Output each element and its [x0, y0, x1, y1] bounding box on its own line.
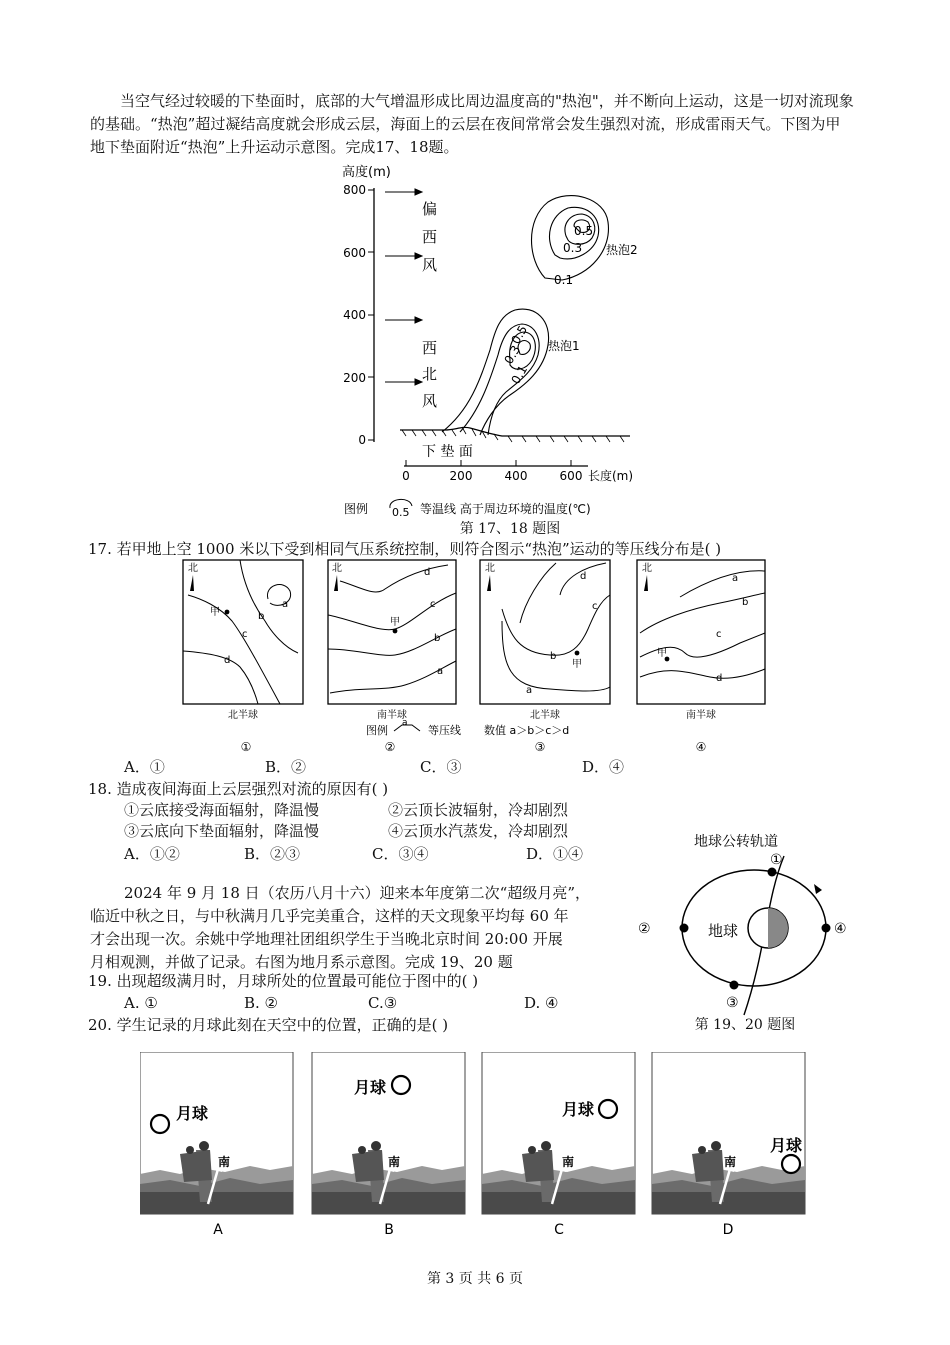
bubble2-label: 热泡2: [606, 243, 638, 257]
south-label-d: 南: [724, 1155, 737, 1169]
svg-text:甲: 甲: [657, 648, 667, 659]
passage2-line-1: 2024 年 9 月 18 日（农历八月十六）迎来本年度第二次“超级月亮”，: [124, 884, 590, 902]
q19-option-d: D. ④: [524, 994, 559, 1012]
fig1-caption: 第 17、18 题图: [459, 521, 561, 537]
earth-night-side: [768, 908, 788, 948]
north-arrow-icon: [190, 575, 194, 591]
passage2-line-3: 才会出现一次。余姚中学地理社团组织学生于当晚北京时间 20:00 开展: [90, 930, 563, 948]
q17-option-a: A．①: [124, 758, 165, 776]
svg-text:a: a: [437, 666, 444, 677]
photo-c: [482, 1052, 635, 1214]
svg-text:d: d: [716, 673, 723, 684]
legend-iso-value: 0.5: [392, 506, 410, 519]
orbit-caption: 第 19、20 题图: [694, 1017, 796, 1033]
wind-upper-3: 风: [422, 256, 438, 274]
moon-icon: [782, 1155, 800, 1173]
position-4-label: ④: [834, 921, 847, 937]
svg-text:b: b: [434, 633, 441, 644]
x-tick-200: 200: [449, 469, 473, 483]
svg-text:北: 北: [642, 563, 652, 574]
q18-option-a: A．①②: [124, 845, 180, 863]
moon-position-1: [768, 868, 777, 877]
q18-item-2: ②云顶长波辐射，冷却剧烈: [388, 801, 569, 819]
y-tick-400: 400: [343, 308, 366, 322]
svg-text:c: c: [592, 601, 598, 612]
svg-text:b: b: [258, 611, 265, 622]
orbit-title: 地球公转轨道: [694, 834, 778, 850]
moon-position-2: [680, 924, 689, 933]
photo-label-b: B: [384, 1222, 394, 1238]
q17-legend-value: 数值 a＞b＞c＞d: [484, 724, 570, 737]
svg-text:d: d: [424, 567, 431, 578]
photo-b: [312, 1052, 465, 1214]
north-label: 北: [188, 563, 198, 574]
photo-label-d: D: [722, 1222, 734, 1238]
svg-text:c: c: [716, 629, 722, 640]
position-3-label: ③: [726, 995, 739, 1011]
panel-1: [183, 560, 303, 704]
q20-photos: [140, 1052, 810, 1242]
q20-stem: 20. 学生记录的月球此刻在天空中的位置，正确的是( ): [88, 1016, 449, 1034]
q17-stem: 17. 若甲地上空 1000 米以下受到相同气压系统控制，则符合图示“热泡”运动的等压线分布是( ): [88, 540, 722, 558]
photo-d: [652, 1052, 805, 1214]
panel-3-number: ③: [534, 740, 546, 754]
moon-label-b: 月球: [354, 1078, 387, 1097]
q19-option-c: C.③: [368, 994, 398, 1012]
wind-lower-3: 风: [422, 392, 438, 410]
legend-prefix: 图例: [344, 502, 369, 516]
q17-option-c: C．③: [420, 758, 462, 776]
q18-stem: 18. 造成夜间海面上云层强烈对流的原因有( ): [88, 780, 389, 798]
ground-surface: [400, 427, 630, 436]
passage2-line-4: 月相观测，并做了记录。右图为地月系示意图。完成 19、20 题: [90, 953, 513, 971]
q18-option-c: C．③④: [372, 845, 429, 863]
moon-icon: [151, 1115, 169, 1133]
q17-legend-prefix: 图例: [366, 724, 388, 737]
bubble1-iso-0.5: 0.5: [508, 322, 531, 347]
svg-text:d: d: [224, 655, 231, 666]
page-footer: 第 3 页 共 6 页: [426, 1271, 524, 1287]
svg-text:b: b: [742, 597, 749, 608]
q17-option-d: D．④: [582, 758, 625, 776]
panel-2-number: ②: [384, 740, 396, 754]
panel-1-hemisphere: 北半球: [228, 710, 258, 721]
bubble1-iso-0.3: 0.3: [501, 342, 524, 367]
svg-text:甲: 甲: [210, 607, 220, 618]
bubble1-iso-0.1: 0.1: [508, 362, 531, 387]
y-tick-800: 800: [343, 183, 366, 197]
earth-label: 地球: [708, 922, 739, 940]
wind-lower-1: 西: [422, 339, 438, 357]
position-1-label: ①: [770, 852, 783, 868]
q18-item-4: ④云顶水汽蒸发，冷却剧烈: [388, 822, 569, 840]
q19-stem: 19. 出现超级满月时，月球所处的位置最可能位于图中的( ): [88, 972, 479, 990]
panel-3: [480, 560, 610, 704]
q18-option-d: D．①④: [526, 845, 584, 863]
q18-item-3: ③云底向下垫面辐射，降温慢: [124, 822, 320, 840]
bubble2-iso-0.1: 0.1: [554, 273, 574, 287]
svg-text:a: a: [732, 573, 739, 584]
position-2-label: ②: [638, 921, 651, 937]
q17-legend-text: 等压线: [428, 724, 461, 737]
panel-4-number: ④: [695, 740, 707, 754]
y-tick-0: 0: [358, 433, 366, 447]
photo-a: [140, 1052, 293, 1214]
moon-icon: [599, 1100, 617, 1118]
ground-label: 下 垫 面: [422, 444, 473, 460]
moon-icon: [392, 1076, 410, 1094]
isobar-panels: [180, 557, 780, 757]
bubble2-iso-0.5: 0.5: [574, 224, 594, 238]
svg-text:北: 北: [485, 563, 495, 574]
intro-paragraph: 当空气经过较暖的下垫面时，底部的大气增温形成比周边温度高的"热泡"，并不断向上运动，这是一切对流现象的基础。“热泡”超过凝结高度就会形成云层，海面上的云层在夜间常常会发生强烈对流，形成雷雨天气。下图为甲地下垫面附近“热泡”上升运动示意图。完成17、18题。: [90, 92, 854, 156]
svg-text:d: d: [580, 571, 587, 582]
x-tick-0: 0: [402, 469, 410, 483]
q18-item-1: ①云底接受海面辐射，降温慢: [124, 801, 320, 819]
moon-label-d: 月球: [770, 1136, 803, 1155]
photo-label-c: C: [554, 1222, 564, 1238]
bubble1-label: 热泡1: [548, 339, 580, 353]
heat-bubble-figure: [330, 160, 670, 535]
panel-1-number: ①: [240, 740, 252, 754]
orbit-direction-arrow-icon: [814, 884, 822, 894]
bubble2-iso-0.3: 0.3: [563, 241, 583, 255]
svg-text:北: 北: [332, 563, 342, 574]
moon-position-3: [730, 981, 739, 990]
passage2-line-2: 临近中秋之日，与中秋满月几乎完美重合，这样的天文现象平均每 60 年: [90, 907, 569, 925]
svg-text:c: c: [430, 599, 436, 610]
svg-text:c: c: [242, 629, 248, 640]
svg-text:a: a: [282, 599, 289, 610]
south-label-a: 南: [218, 1155, 231, 1169]
north-arrow-icon: [487, 575, 491, 591]
wind-upper-1: 偏: [422, 200, 438, 218]
wind-arrows: [385, 189, 422, 385]
photo-label-a: A: [213, 1222, 223, 1238]
svg-text:甲: 甲: [572, 659, 582, 670]
panel-4: [637, 560, 765, 704]
panel-4-hemisphere: 南半球: [686, 710, 716, 721]
north-arrow-icon: [644, 575, 648, 591]
svg-text:a: a: [402, 718, 408, 728]
x-axis-title: 长度(m): [588, 469, 634, 483]
svg-text:甲: 甲: [390, 617, 400, 628]
q19-option-b: B. ②: [244, 994, 279, 1012]
q17-option-b: B．②: [265, 758, 307, 776]
panel-2: [328, 560, 456, 704]
north-arrow-icon: [334, 575, 338, 591]
moon-position-4: [822, 924, 831, 933]
x-tick-600: 600: [559, 469, 583, 483]
earth-moon-figure: [636, 830, 856, 1040]
panel-2-hemisphere: 南半球: [377, 710, 407, 721]
bubble1-isotherms: [442, 309, 549, 435]
wind-upper-2: 西: [422, 228, 438, 246]
wind-lower-2: 北: [422, 365, 438, 383]
bubble2-isotherms: [532, 196, 609, 280]
moon-label-c: 月球: [562, 1100, 595, 1119]
x-tick-400: 400: [504, 469, 528, 483]
legend-text: 等温线 高于周边环境的温度(℃): [420, 502, 591, 516]
y-axis-title: 高度(m): [342, 165, 391, 180]
svg-text:a: a: [526, 685, 533, 696]
south-label-c: 南: [562, 1155, 575, 1169]
q19-option-a: A. ①: [124, 994, 158, 1012]
svg-text:b: b: [550, 651, 557, 662]
y-tick-200: 200: [343, 371, 366, 385]
moon-label-a: 月球: [176, 1104, 209, 1123]
panel-3-hemisphere: 北半球: [530, 710, 560, 721]
south-label-b: 南: [388, 1155, 401, 1169]
y-tick-600: 600: [343, 246, 366, 260]
q18-option-b: B．②③: [244, 845, 301, 863]
